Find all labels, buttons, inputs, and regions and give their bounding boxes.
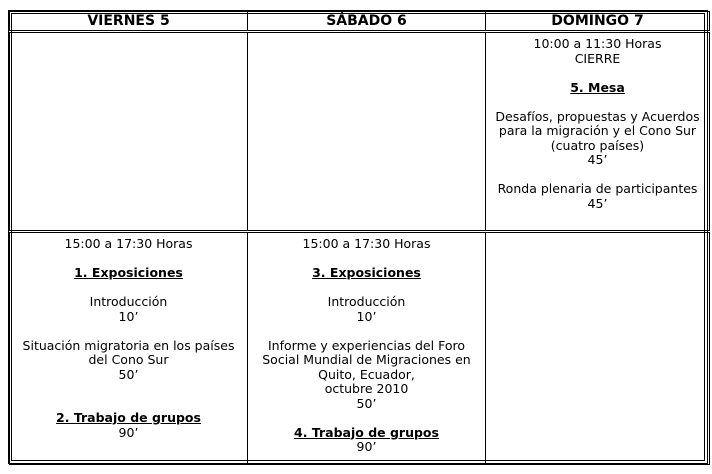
topic-duration: 45’	[587, 152, 608, 167]
topic-duration: 50’	[356, 395, 377, 411]
topic-duration: 50’	[118, 366, 139, 382]
sunday-afternoon-cell	[486, 232, 710, 465]
session-heading: 1. Exposiciones	[74, 265, 183, 280]
session-subtitle: CIERRE	[574, 50, 621, 66]
topic-line: Quito, Ecuador,	[318, 366, 415, 382]
topic-line: Situación migratoria en los países	[22, 337, 235, 353]
groups-duration: 90’	[118, 424, 139, 440]
sunday-morning-cell	[486, 32, 710, 232]
day-header-saturday: SÁBADO 6	[248, 12, 486, 32]
intro-label: Introducción	[327, 294, 406, 309]
session-heading: 3. Exposiciones	[312, 265, 421, 280]
topic-line: Informe y experiencias del Foro	[268, 337, 465, 353]
session-time: 15:00 a 17:30 Horas	[302, 236, 431, 251]
intro-duration: 10’	[356, 308, 377, 324]
groups-duration: 90’	[356, 439, 377, 454]
session-time: 10:00 a 11:30 Horas	[533, 36, 662, 51]
intro-duration: 10’	[118, 308, 139, 324]
topic-line: del Cono Sur	[88, 352, 169, 367]
day-header-sunday: DOMINGO 7	[486, 12, 710, 32]
friday-morning-cell	[10, 32, 248, 232]
afternoon-row	[10, 232, 710, 465]
topic-line: (cuatro países)	[550, 137, 645, 153]
header-row	[10, 12, 710, 32]
plenary-label: Ronda plenaria de participantes	[497, 181, 698, 196]
friday-afternoon-cell	[10, 232, 248, 465]
topic-line: Social Mundial de Migraciones en	[262, 352, 471, 367]
session-heading: 5. Mesa	[570, 79, 625, 95]
groups-heading: 2. Trabajo de grupos	[56, 410, 201, 425]
saturday-afternoon-cell	[248, 232, 486, 465]
agenda-table	[9, 11, 710, 465]
agenda-sheet	[8, 10, 708, 464]
topic-line: Desafíos, propuestas y Acuerdos	[495, 108, 700, 124]
topic-line: para la migración y el Cono Sur	[498, 123, 697, 138]
day-header-friday: VIERNES 5	[10, 12, 248, 32]
session-time: 15:00 a 17:30 Horas	[64, 236, 193, 251]
topic-line: octubre 2010	[324, 381, 409, 396]
morning-row	[10, 32, 710, 232]
saturday-morning-cell	[248, 32, 486, 232]
groups-heading: 4. Trabajo de grupos	[294, 424, 439, 440]
plenary-duration: 45’	[587, 195, 608, 211]
intro-label: Introducción	[89, 294, 168, 309]
